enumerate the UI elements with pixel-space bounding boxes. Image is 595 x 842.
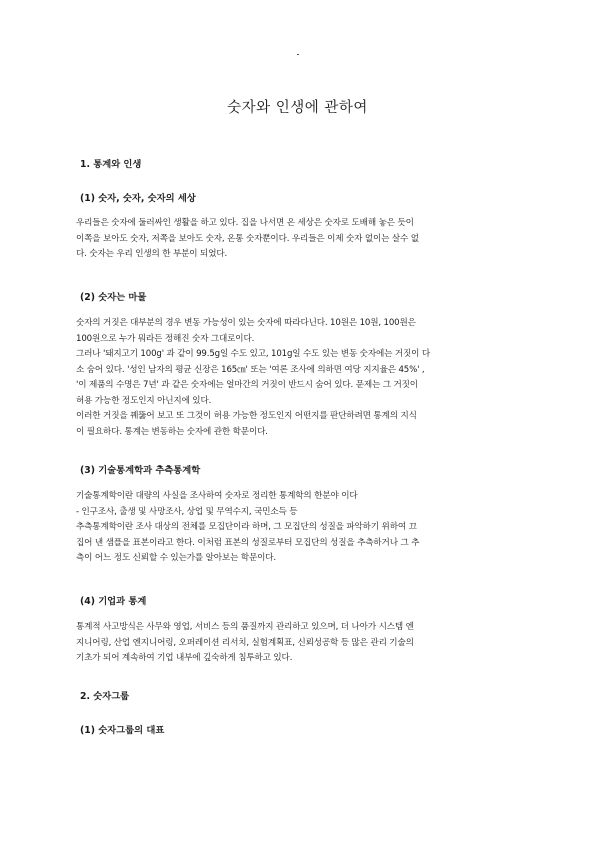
subsection-1-4-heading: (4) 기업과 통계 — [80, 596, 147, 607]
paragraph-line: '이 제품의 수명은 7년' 과 같은 숫자에는 얼마간의 거짓이 반드시 숨어 있다. 문제는 그 거짓이 — [76, 380, 418, 390]
paragraph-line: 100원으로 누가 뭐라든 정해진 숫자 그대로이다. — [76, 333, 255, 344]
paragraph-line: 기초가 되어 계속하여 기업 내부에 깊숙하게 침투하고 있다. — [76, 653, 293, 663]
subsection-1-2-paragraph — [76, 316, 522, 440]
paragraph-line: 허용 가능한 정도인지 아닌지에 있다. — [76, 395, 212, 406]
paragraph-line: 이 필요하다. 통계는 변동하는 숫자에 관한 학문이다. — [76, 426, 268, 437]
subsection-1-3-heading: (3) 기술통계학과 추측통계학 — [80, 465, 201, 476]
paragraph-line: 지니어링, 산업 엔지니어링, 오퍼레이션 리서치, 실험계획표, 신뢰성공학 등 많은 관리 기술의 — [76, 637, 414, 648]
paragraph-line: 숫자의 거짓은 대부분의 경우 변동 가능성이 있는 숫자에 따라다닌다. 10원은 10원, 100원은 — [76, 318, 416, 328]
page-mark — [297, 54, 299, 55]
subsection-1-3-paragraph — [76, 489, 522, 567]
paragraph-line: - 인구조사, 출생 및 사망조사, 상업 및 무역수지, 국민소득 등 — [76, 506, 298, 517]
paragraph-line: 다. 숫자는 우리 인생의 한 부분이 되었다. — [76, 249, 228, 259]
subsection-1-2-heading: (2) 숫자는 마물 — [80, 292, 147, 303]
paragraph-line: 그러나 '돼지고기 100g' 과 같이 99.5g일 수도 있고, 101g일 수도 있는 변동 숫자에는 거짓이 다 — [76, 349, 431, 359]
paragraph-line: 추측통계학이란 조사 대상의 전체를 모집단이라 하며, 그 모집단의 성질을 파악하기 위하여 끄 — [76, 522, 417, 532]
paragraph-line: 이러한 거짓을 꿰뚫어 보고 또 그것이 허용 가능한 정도인지 어떤지를 판단하려면 통계의 지식 — [76, 411, 417, 421]
paragraph-line: 기술통계학이란 대량의 사실을 조사하여 숫자로 정리한 통계학의 한분야 이다 — [76, 491, 358, 501]
subsection-1-4-paragraph — [76, 620, 522, 667]
document-title: 숫자와 인생에 관하여 — [227, 100, 368, 116]
paragraph-line: 측이 어느 정도 신뢰할 수 있는가를 알아보는 학문이다. — [76, 553, 276, 563]
subsection-1-1-paragraph — [76, 216, 522, 263]
section-2-heading: 2. 숫자그룹 — [80, 691, 130, 702]
subsection-2-1-heading: (1) 숫자그룹의 대표 — [80, 725, 165, 736]
paragraph-line: 우리들은 숫자에 둘러싸인 생활을 하고 있다. 집을 나서면 온 세상은 숫자로 도배해 놓은 듯이 — [76, 218, 414, 228]
paragraph-line: 이쪽을 보아도 숫자, 저쪽을 보아도 숫자, 온통 숫자뿐이다. 우리들은 이제 숫자 없이는 살수 없 — [76, 233, 419, 244]
paragraph-line: 소 숨어 있다. '성인 남자의 평균 신장은 165㎝' 또는 '여론 조사에 의하면 여당 지지율은 45%' , — [76, 364, 425, 375]
paragraph-line: 집어 낸 샘플을 표본이라고 한다. 이처럼 표본의 성질로부터 모집단의 성질을 추측하거나 그 추 — [76, 537, 420, 548]
subsection-1-1-heading: (1) 숫자, 숫자, 숫자의 세상 — [80, 193, 196, 204]
section-1-heading: 1. 통계와 인생 — [80, 159, 142, 170]
paragraph-line: 통계적 사고방식은 사무와 영업, 서비스 등의 품질까지 관리하고 있으며, 더 나아가 시스템 엔 — [76, 622, 414, 632]
